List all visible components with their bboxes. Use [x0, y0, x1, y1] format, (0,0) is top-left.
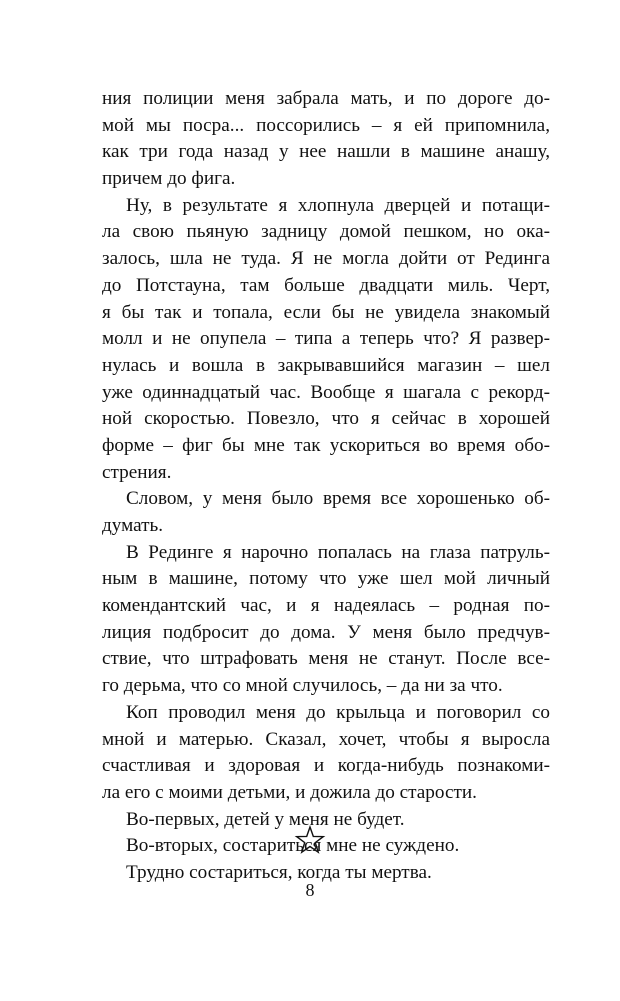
text-line: Коп проводил меня до крыльца и поговорил со [126, 701, 550, 723]
text-line: как три года назад у нее нашли в машине анашу, [102, 141, 550, 163]
text-line: Словом, у меня было время все хорошенько об- [126, 488, 550, 510]
text-line: Во-первых, детей у меня не будет. [126, 808, 405, 830]
text-line: Ну, в результате я хлопнула дверцей и потащи- [126, 194, 550, 216]
text-line: ной скоростью. Повезло, что я сейчас в хорошей [102, 408, 550, 430]
text-line: го дерьма, что со мной случилось, – да ни за что. [102, 675, 503, 697]
text-line: ния полиции меня забрала мать, и по дороге до- [102, 88, 550, 109]
text-line: мной и матерью. Сказал, хочет, чтобы я выросла [102, 728, 550, 750]
text-line: уже одиннадцатый час. Вообще я шагала с рекорд- [102, 381, 550, 403]
body-text [102, 86, 550, 887]
text-line: форме – фиг бы мне так ускориться во время обо- [102, 434, 550, 456]
text-line: залось, шла не туда. Я не могла дойти от Рединга [102, 248, 550, 270]
text-line: я бы так и топала, если бы не увидела знакомый [102, 301, 550, 323]
text-line: думать. [102, 515, 164, 536]
text-line: ла свою пьяную задницу домой пешком, но ока- [102, 221, 550, 243]
text-line: комендантский час, и я надеялась – родная по- [102, 595, 550, 617]
star-outline-icon [294, 824, 326, 856]
text-line: ным в машине, потому что уже шел мой личный [102, 568, 550, 590]
text-line: Во-вторых, состариться мне не суждено. [126, 835, 460, 857]
text-line: до Потстауна, там больше двадцати миль. Черт, [102, 274, 550, 296]
text-line: мой мы посра... поссорились – я ей припомнила, [102, 114, 550, 136]
text-line: молл и не опупела – типа а теперь что? Я развер- [102, 328, 550, 350]
text-line: ла его с моими детьми, и дожила до старости. [102, 781, 477, 803]
text-line: Трудно состариться, когда ты мертва. [126, 861, 432, 883]
text-line: стрения. [102, 461, 172, 483]
text-line: В Рединге я нарочно попалась на глаза патруль- [126, 541, 550, 563]
text-line: лиция подбросит до дома. У меня было предчув- [102, 621, 550, 643]
text-line: причем до фига. [102, 168, 236, 190]
text-line: ствие, что штрафовать меня не станут. После все- [102, 648, 550, 670]
text-line: счастливая и здоровая и когда-нибудь познакоми- [102, 755, 550, 777]
text-line: нулась и вошла в закрывавшийся магазин – шел [102, 354, 550, 376]
page-number: 8 [305, 880, 315, 900]
